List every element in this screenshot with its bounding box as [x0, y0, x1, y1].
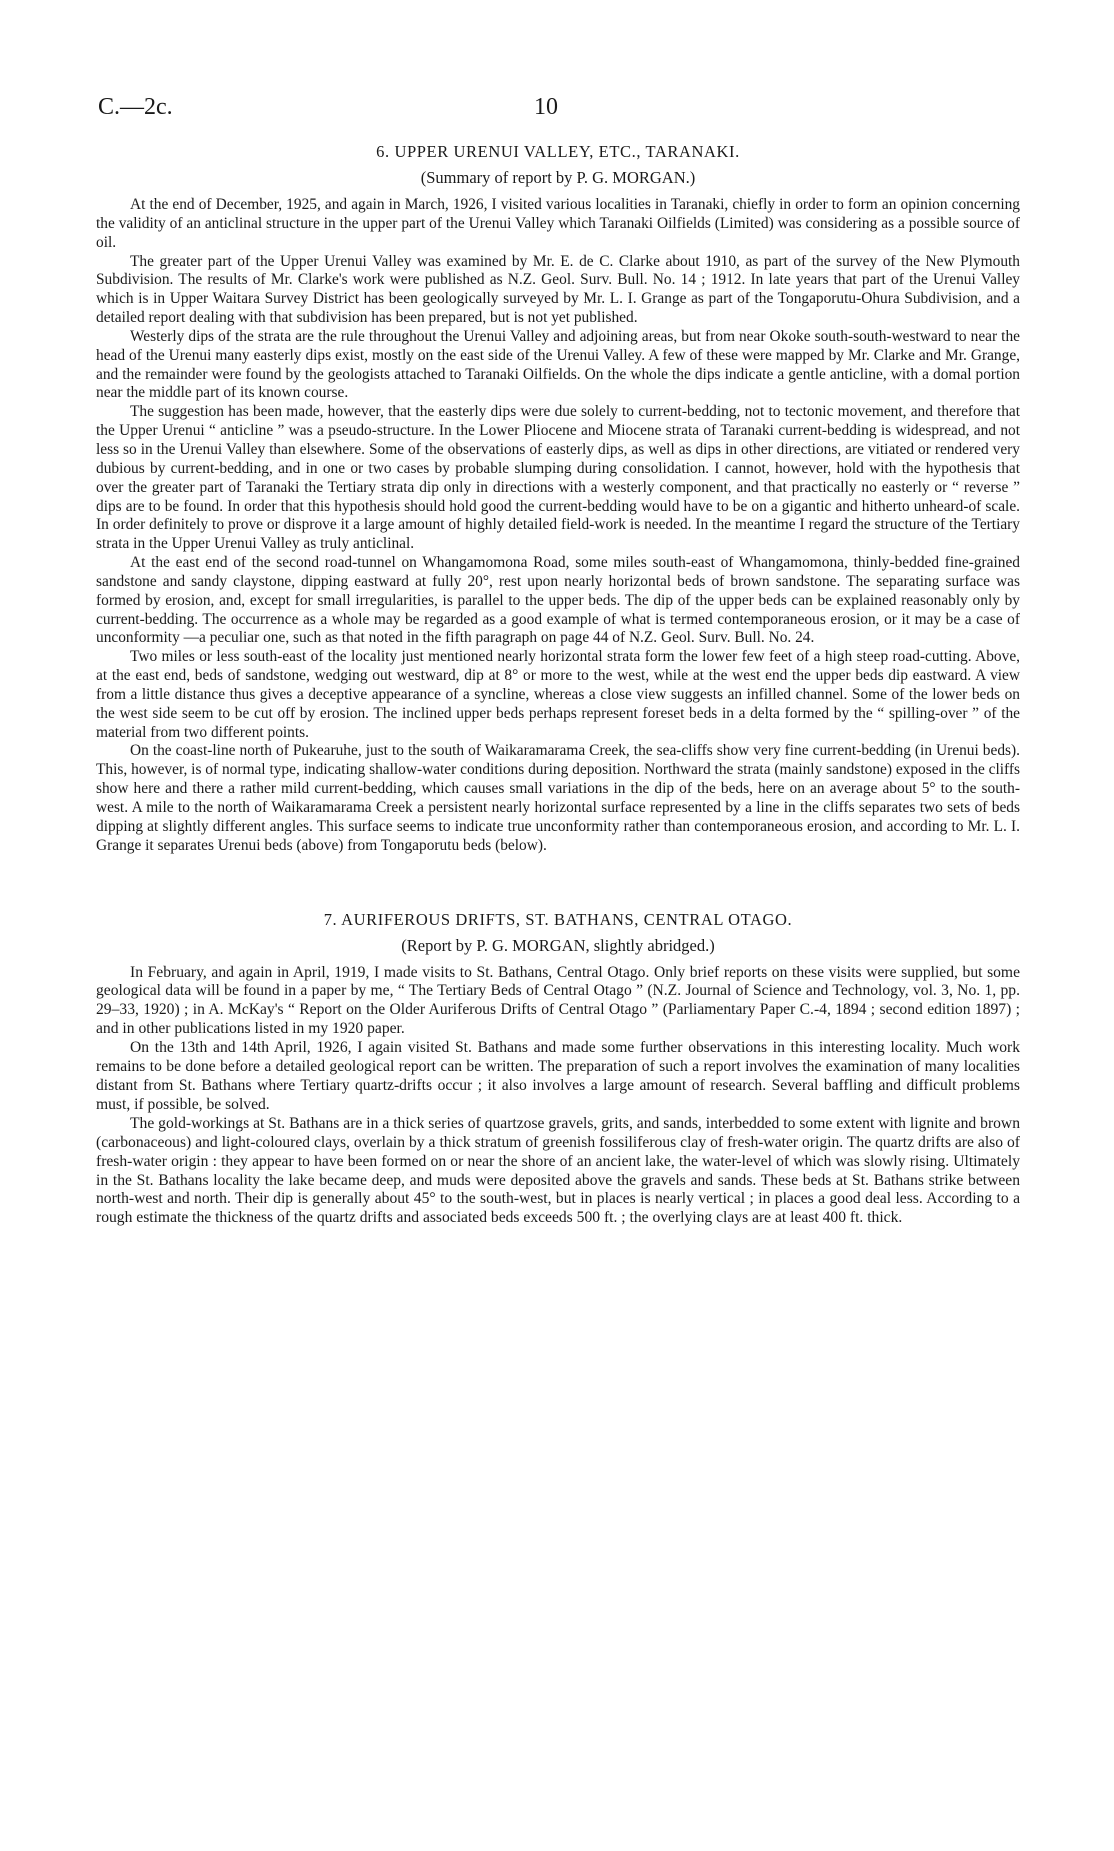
- paragraph: Two miles or less south-east of the locality just mentioned nearly horizontal strata form the lower few feet of a high steep road-cutting. Above, at the east end, beds of sandstone, wedging out westward, dip at 8° or more to the west, while at the west end the upper beds dip eastward. A view from a little distance thus gives a deceptive appearance of a syncline, whereas a close view suggests an infilled channel. Some of the lower beds on the west side seem to be cut off by erosion. The inclined upper beds perhaps represent foreset beds in a delta formed by the “ spilling-over ” of the material from two different points.: [96, 648, 1020, 741]
- section-title: 6. UPPER URENUI VALLEY, ETC., TARANAKI.: [376, 142, 740, 161]
- document-page: [96, 86, 1020, 1228]
- paragraph: The gold-workings at St. Bathans are in a thick series of quartzose gravels, grits, and sands, interbedded to some extent with lignite and brown (carbonaceous) and light-coloured clays, overlain by a thick stratum of greenish fossiliferous clay of fresh-water origin. The quartz drifts are also of fresh-water origin : they appear to have been formed on or near the shore of an ancient lake, the water-level of which was slowly rising. Ultimately in the St. Bathans locality the lake became deep, and muds were deposited above the gravels and sands. These beds at St. Bathans strike between north-west and north. Their dip is generally about 45° to the south-west, but in places is nearly vertical ; in places a good deal less. According to a rough estimate the thickness of the quartz drifts and associated beds exceeds 500 ft. ; the overlying clays are at least 400 ft. thick.: [96, 1114, 1020, 1227]
- paragraph: On the coast-line north of Pukearuhe, just to the south of Waikaramarama Creek, the sea-cliffs show very fine current-bedding (in Urenui beds). This, however, is of normal type, indicating shallow-water conditions during deposition. Northward the strata (mainly sandstone) exposed in the cliffs show here and there a rather mild current-bedding, which causes small variations in the dip of the beds, here on an average about 5° to the south-west. A mile to the north of Waikaramarama Creek a persistent nearly horizontal surface represented by a line in the cliffs separates two sets of beds dipping at slightly different angles. This surface seems to indicate true unconformity rather than contemporaneous erosion, and according to Mr. L. I. Grange it separates Urenui beds (above) from Tongaporutu beds (below).: [96, 742, 1020, 854]
- paragraph: At the end of December, 1925, and again in March, 1926, I visited various localities in Taranaki, chiefly in order to form an opinion concerning the validity of an anticlinal structure in the upper part of the Urenui Valley which Taranaki Oilfields (Limited) was considering as a possible source of oil.: [96, 196, 1020, 251]
- section-auriferous-drifts: [96, 910, 1020, 1229]
- document-reference: C.—2c.: [98, 94, 173, 120]
- running-header: [96, 86, 1020, 126]
- section-subtitle: (Summary of report by P. G. MORGAN.): [420, 168, 696, 187]
- section-subtitle: (Report by P. G. MORGAN, slightly abridged.): [401, 935, 715, 955]
- paragraph: At the east end of the second road-tunnel on Whangamomona Road, some miles south-east of Whangamomona, thinly-bedded fine-grained sandstone and sandy claystone, dipping eastward at fully 20°, rest upon nearly horizontal beds of brown sandstone. The separating surface was formed by erosion, and, except for small irregularities, is parallel to the upper beds. The dip of the upper beds can be explained reasonably only by current-bedding. The occurrence as a whole may be regarded as a good example of what is termed contemporaneous erosion, or it may be a case of unconformity —a peculiar one, such as that noted in the fifth paragraph on page 44 of N.Z. Geol. Surv. Bull. No. 24.: [96, 554, 1020, 647]
- paragraph: The greater part of the Upper Urenui Valley was examined by Mr. E. de C. Clarke about 1910, as part of the survey of the New Plymouth Subdivision. The results of Mr. Clarke's work were published as N.Z. Geol. Surv. Bull. No. 14 ; 1912. In late years that part of the Urenui Valley which is in Upper Waitara Survey District has been geologically surveyed by Mr. L. I. Grange as part of the Tongaporutu-Ohura Subdivision, and a detailed report dealing with that subdivision has been prepared, but is not yet published.: [96, 252, 1020, 327]
- section-title: 7. AURIFEROUS DRIFTS, ST. BATHANS, CENTRAL OTAGO.: [323, 909, 793, 929]
- section-upper-urenui-valley: [96, 142, 1020, 856]
- paragraph: On the 13th and 14th April, 1926, I again visited St. Bathans and made some further observations in this interesting locality. Much work remains to be done before a detailed geological report can be written. The preparation of such a report involves the examination of many localities distant from St. Bathans where Tertiary quartz-drifts occur ; it also involves a large amount of research. Several baffling and difficult problems must, if possible, be solved.: [96, 1039, 1020, 1113]
- page-number: 10: [534, 94, 558, 120]
- paragraph: In February, and again in April, 1919, I made visits to St. Bathans, Central Otago. Only brief reports on these visits were supplied, but some geological data will be found in a paper by me, “ The Tertiary Beds of Central Otago ” (N.Z. Journal of Science and Technology, vol. 3, No. 1, pp. 29–33, 1920) ; in A. McKay's “ Report on the Older Auriferous Drifts of Central Otago ” (Parliamentary Paper C.-4, 1894 ; second edition 1897) ; and in other publications listed in my 1920 paper.: [96, 963, 1020, 1038]
- paragraph: The suggestion has been made, however, that the easterly dips were due solely to current-bedding, not to tectonic movement, and therefore that the Upper Urenui “ anticline ” was a pseudo-structure. In the Lower Pliocene and Miocene strata of Taranaki current-bedding is widespread, and not less so in the Urenui Valley than elsewhere. Some of the observations of easterly dips, as well as dips in other directions, are vitiated or rendered very dubious by current-bedding, and in one or two cases by probable slumping during consolidation. I cannot, however, hold with the hypothesis that over the greater part of Taranaki the Tertiary strata dip only in directions with a westerly component, and that practically no easterly or “ reverse ” dips are to be found. In order that this hypothesis should hold good the current-bedding would have to be on a gigantic and hitherto unheard-of scale. In order definitely to prove or disprove it a large amount of highly detailed field-work is needed. In the meantime I regard the structure of the Tertiary strata in the Upper Urenui Valley as truly anticlinal.: [96, 403, 1020, 553]
- paragraph: Westerly dips of the strata are the rule throughout the Urenui Valley and adjoining areas, but from near Okoke south-south-westward to near the head of the Urenui many easterly dips exist, mostly on the east side of the Urenui Valley. A few of these were mapped by Mr. Clarke and Mr. Grange, and the remainder were found by the geologists attached to Taranaki Oilfields. On the whole the dips indicate a gentle anticline, with a domal portion near the middle part of its known course.: [96, 327, 1020, 402]
